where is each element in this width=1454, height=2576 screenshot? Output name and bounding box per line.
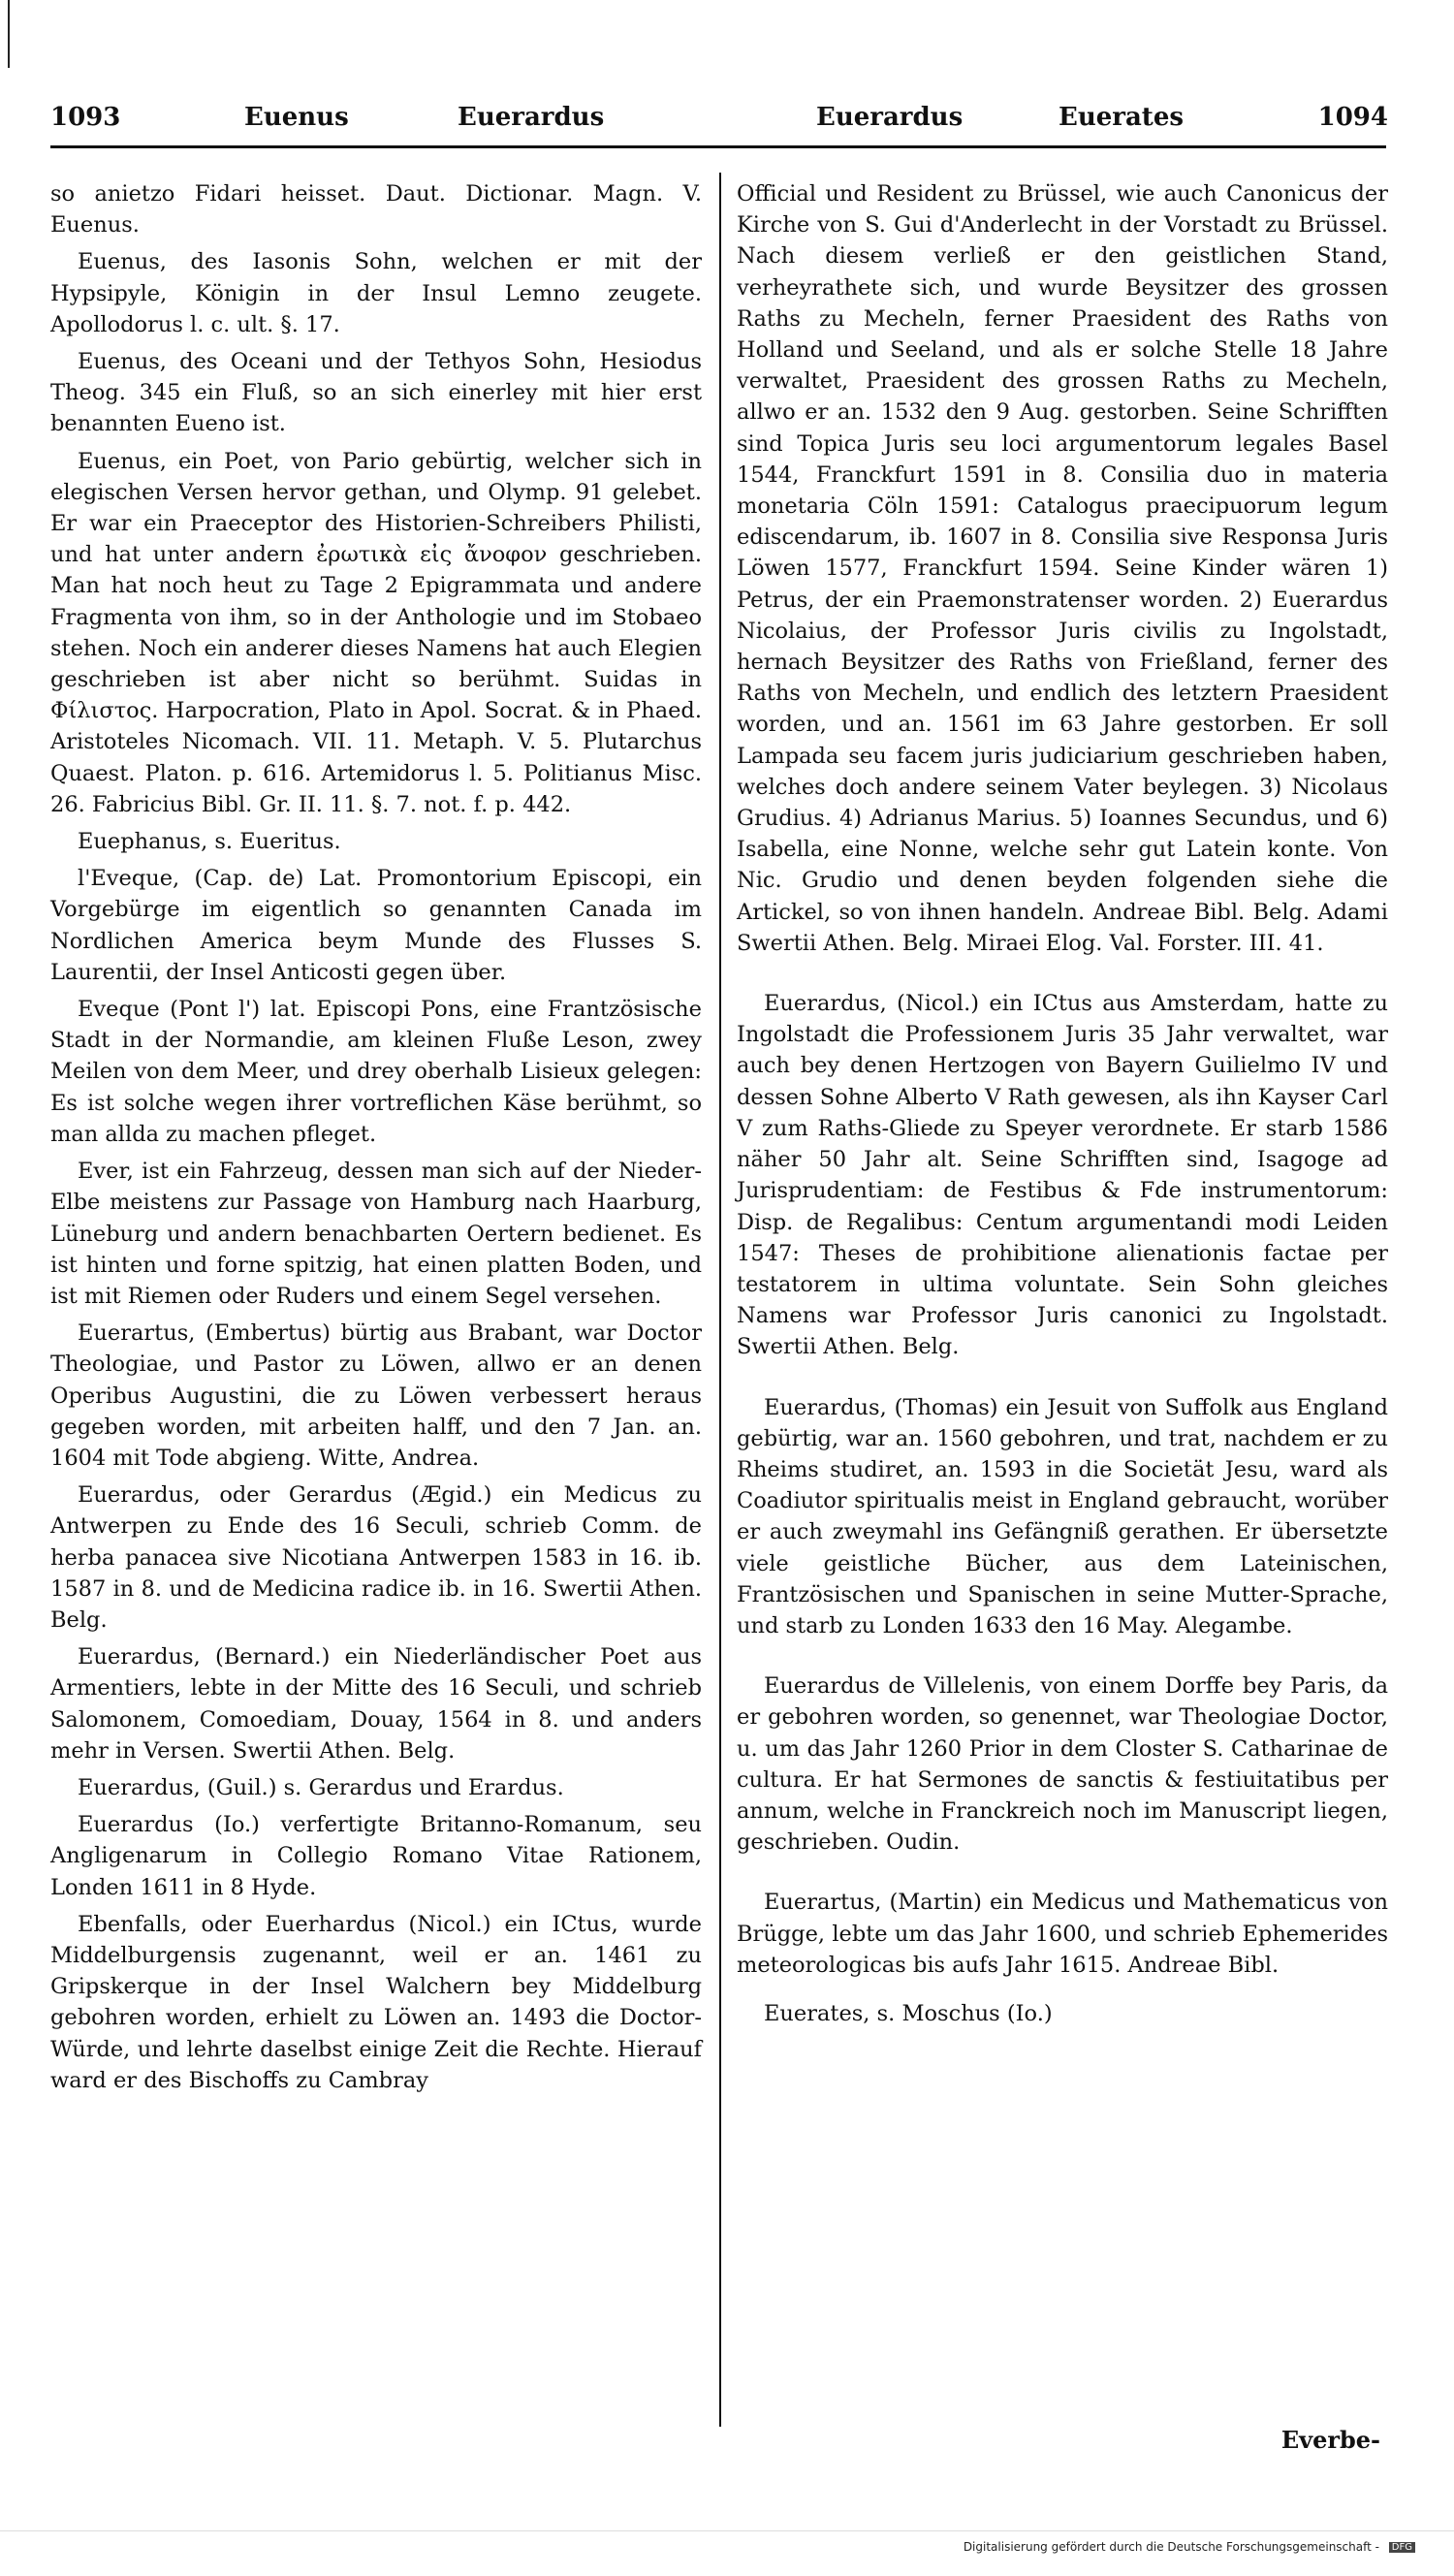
entry-euerardus-villelenis: Euerardus de Villelenis, von einem Dorffe bey Paris, da er gebohren worden, so genennet, war Theologiae Doctor, u. um das Jahr 1260 Prior in dem Closter S. Catharinae de cultura. Er hat Sermones de sanctis & festiuitatibus per annum, welche in Franckreich noch im Manuscript liegen, geschrieben. Oudin. — [737, 1673, 1388, 1856]
running-head-left-2: Euerardus — [458, 103, 605, 132]
header-rule — [50, 145, 1386, 148]
right-column — [737, 178, 1388, 2035]
entry-ever: Ever, ist ein Fahrzeug, dessen man sich auf der Nieder-Elbe meistens zur Passage von Hamburg nach Haarburg, Lüneburg und andern benachbarten Oertern bedienet. Es ist hinten und forne spitzig, hat einen platten Boden, und ist mit Riemen oder Ruders und einem Segel versehen. — [50, 1159, 702, 1309]
page-number-left: 1093 — [50, 103, 121, 132]
left-column — [50, 178, 702, 2102]
entry-euerhardus-nicol: Ebenfalls, oder Euerhardus (Nicol.) ein ICtus, wurde Middelburgensis zugenannt, weil er an. 1461 zu Gripskerque in der Insel Walchern bey Middelburg gebohren worden, erhielt zu Löwen an. 1493 die Doctor-Würde, und lehrte daselbst einige Zeit die Rechte. Hierauf ward er des Bischoffs zu Cambray — [50, 1911, 702, 2093]
entry-euenus-continued: so anietzo Fidari heisset. Daut. Dictionar. Magn. V. Euenus. — [50, 181, 702, 239]
entry-euerardus-io: Euerardus (Io.) verfertigte Britanno-Romanum, seu Angligenarum in Collegio Romano Vitae Rationem, Londen 1611 in 8 Hyde. — [50, 1812, 702, 1900]
entry-euerartus-martin: Euerartus, (Martin) ein Medicus und Mathematicus von Brügge, lebte um das Jahr 1600, und schrieb Ephemerides meteorologicas bis aufs Jahr 1615. Andreae Bibl. — [737, 1890, 1388, 1978]
dfg-logo: DFG — [1389, 2542, 1415, 2553]
entry-euerardus-aegid: Euerardus, oder Gerardus (Ægid.) ein Medicus zu Antwerpen zu Ende des 16 Seculi, schrieb Comm. de herba panacea sive Nicotiana Antwerpen 1583 in 16. ib. 1587 in 8. und de Medicina radice ib. in 16. Swertii Athen. Belg. — [50, 1482, 702, 1633]
footer-rule — [0, 2530, 1454, 2531]
entry-euerhardus-continued: Official und Resident zu Brüssel, wie auch Canonicus der Kirche von S. Gui d'Anderlecht in der Vorstadt zu Brüssel. Nach diesem verließ er den geistlichen Stand, verheyrathete sich, und wurde Beysitzer des grossen Raths zu Mecheln, ferner Praesident des Raths von Holland und Seeland, und als er solche Stelle 18 Jahre verwaltet, Praesident des grossen Raths zu Mecheln, allwo er an. 1532 den 9 Aug. gestorben. Seine Schrifften sind Topica Juris seu loci argumentorum legales Basel 1544, Franckfurt 1591 in 8. Consilia duo in materia monetaria Cöln 1591: Catalogus praecipuorum legum ediscendarum, ib. 1607 in 8. Consilia sive Responsa Juris Löwen 1577, Franckfurt 1594. Seine Kinder wären 1) Petrus, der ein Praemonstratenser worden. 2) Euerardus Nicolaius, der Professor Juris civilis zu Ingolstadt, hernach Beysitzer des Raths von Frießland, ferner des Raths von Mecheln, und endlich des letztern Praesident worden, und an. 1561 im 63 Jahre gestorben. Er soll Lampada seu facem juris judiciarium geschrieben haben, welches doch andere seinem Vater beylegen. 3) Nicolaus Grudius. 4) Adrianus Marius. 5) Ioannes Secundus, und 6) Isabella, eine Nonne, welche sehr gut Latein konte. Von Nic. Grudio und denen beyden folgenden siehe die Artickel, so von ihnen handeln. Andreae Bibl. Belg. Adami Swertii Athen. Belg. Miraei Elog. Val. Forster. III. 41. — [737, 181, 1388, 956]
entry-euenus-poet: Euenus, ein Poet, von Pario gebürtig, welcher sich in elegischen Versen hervor gethan, und Olymp. 91 gelebet. Er war ein Praeceptor des Historien-Schreibers Philisti, und hat unter andern ἐρωτικὰ εἰς ἄνοφον geschrieben. Man hat noch heut zu Tage 2 Epigrammata und andere Fragmenta von ihm, so in der Anthologie und im Stobaeo stehen. Noch ein anderer dieses Namens hat auch Elegien geschrieben ist aber nicht so berühmt. Suidas in Φίλιστος. Harpocration, Plato in Apol. Socrat. & in Phaed. Aristoteles Nicomach. VII. 11. Metaph. V. 5. Plutarchus Quaest. Platon. p. 616. Artemidorus l. 5. Politianus Misc. 26. Fabricius Bibl. Gr. II. 11. §. 7. not. f. p. 442. — [50, 448, 702, 817]
running-head-left-1: Euenus — [244, 103, 349, 132]
entry-euerartus-embertus: Euerartus, (Embertus) bürtig aus Brabant, war Doctor Theologiae, und Pastor zu Löwen, allwo er an denen Operibus Augustini, die zu Löwen verbessert heraus gegeben worden, mit arbeiten halff, und den 7 Jan. an. 1604 mit Tode abgieng. Witte, Andrea. — [50, 1320, 702, 1471]
running-head-right-1: Euerardus — [816, 103, 964, 132]
entry-euerardus-thomas: Euerardus, (Thomas) ein Jesuit von Suffolk aus England gebürtig, war an. 1560 gebohren, und trat, nachdem er zu Rheims studiret, an. 1593 in die Societät Jesu, ward als Coadiutor spiritualis meist in England gebraucht, worüber er auch zweymahl ins Gefängniß gerathen. Er übersetzte viele geistliche Bücher, aus dem Lateinischen, Frantzösischen und Spanischen in seine Mutter-Sprache, und starb zu Londen 1633 den 16 May. Alegambe. — [737, 1394, 1388, 1638]
entry-euerardus-bernard: Euerardus, (Bernard.) ein Niederländischer Poet aus Armentiers, lebte in der Mitte des 16 Seculi, und schrieb Salomonem, Comoediam, Douay, 1564 in 8. und anders mehr in Versen. Swertii Athen. Belg. — [50, 1644, 702, 1764]
page-edge-mark — [8, 0, 10, 68]
entry-euenus-oceani: Euenus, des Oceani und der Tethyos Sohn, Hesiodus Theog. 345 ein Fluß, so an sich einerley mit hier erst benannten Eueno ist. — [50, 349, 702, 437]
entry-euerates: Euerates, s. Moschus (Io.) — [764, 2000, 1053, 2026]
credit-text: Digitalisierung gefördert durch die Deutsche Forschungsgemeinschaft - — [963, 2540, 1379, 2554]
entry-euephanus: Euephanus, s. Eueritus. — [78, 829, 341, 855]
catchword: Everbe- — [1280, 2426, 1380, 2454]
entry-euerardus-guil: Euerardus, (Guil.) s. Gerardus und Erardus. — [78, 1774, 564, 1800]
page-header — [50, 103, 1388, 142]
entry-leveque-cap: l'Eveque, (Cap. de) Lat. Promontorium Episcopi, ein Vorgebürge im eigentlich so genannten Canada im Nordlichen America beym Munde des Flusses S. Laurentii, der Insel Anticosti gegen über. — [50, 866, 702, 985]
column-divider — [719, 173, 721, 2427]
digitization-credit — [964, 2540, 1415, 2554]
entry-eveque-pont: Eveque (Pont l') lat. Episcopi Pons, eine Frantzösische Stadt in der Normandie, am kleinen Fluße Leson, zwey Meilen von dem Meer, und drey oberhalb Lisieux gelegen: Es ist solche wegen ihrer vortreflichen Käse berühmt, so man allda zu machen pfleget. — [50, 997, 702, 1147]
running-head-right-2: Euerates — [1059, 103, 1184, 132]
entry-euenus-iasonis: Euenus, des Iasonis Sohn, welchen er mit der Hypsipyle, Königin in der Insul Lemno zeugete. Apollodorus l. c. ult. §. 17. — [50, 249, 702, 337]
page-number-right: 1094 — [1317, 103, 1388, 132]
entry-euerardus-nicol-amsterdam: Euerardus, (Nicol.) ein ICtus aus Amsterdam, hatte zu Ingolstadt die Professionem Juris 35 Jahr verwaltet, war auch bey denen Hertzogen von Bayern Guilielmo IV und dessen Sohne Alberto V Rath gewesen, als ihn Kayser Carl V zum Raths-Gliede zu Speyer verordnete. Er starb 1586 näher 50 Jahr alt. Seine Schrifften sind, Isagoge ad Jurisprudentiam: de Festibus & Fde instrumentorum: Disp. de Regalibus: Centum argumentandi modi Leiden 1547: Theses de prohibitione alienationis factae per testatorem in ultima voluntate. Sein Sohn gleiches Namens war Professor Juris canonici zu Ingolstadt. Swertii Athen. Belg. — [737, 991, 1388, 1360]
